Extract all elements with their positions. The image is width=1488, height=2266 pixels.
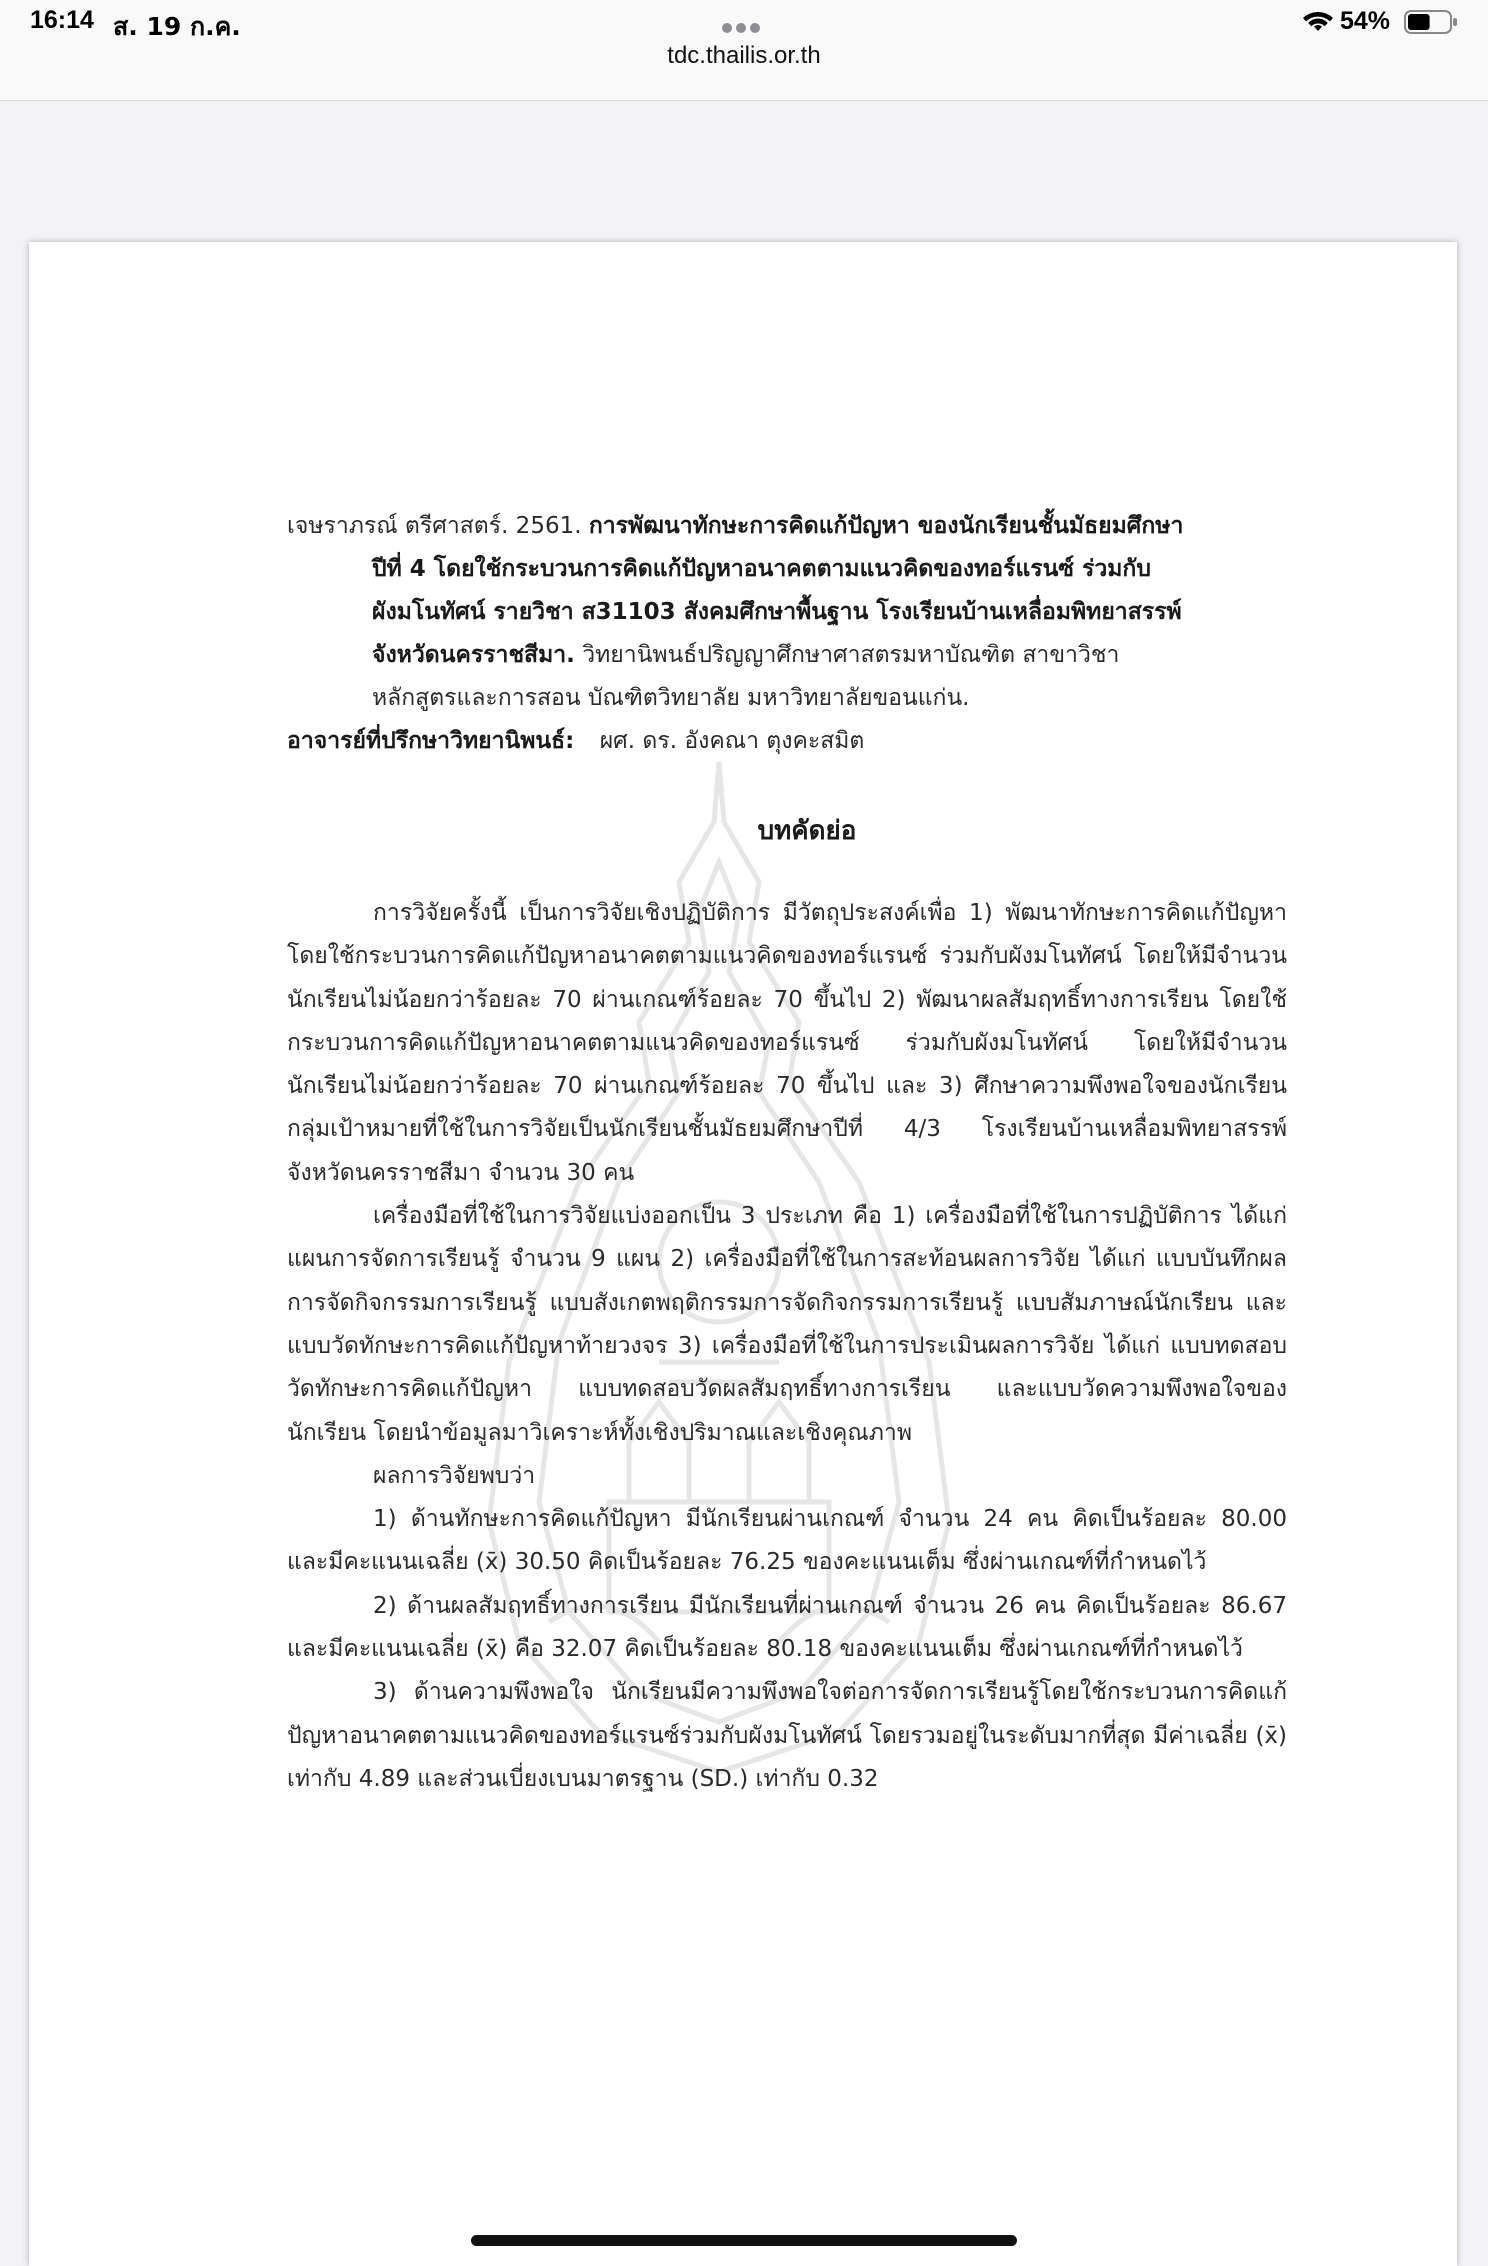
citation-line-4 [372, 634, 1119, 677]
abstract-result-2: 2) ด้านผลสัมฤทธิ์ทางการเรียน มีนักเรียนที่ผ่านเกณฑ์ จำนวน 26 คน คิดเป็นร้อยละ 86.67 และมีคะแนนเฉลี่ย (x̄) คือ 32.07 คิดเป็นร้อยละ 80.18 ของคะแนนเต็ม ซึ่งผ่านเกณฑ์ที่กำหนดไว้ [287, 1592, 1287, 1663]
advisor-label: อาจารย์ที่ปรึกษาวิทยานิพนธ์: [287, 728, 575, 754]
abstract-paragraph-objectives: การวิจัยครั้งนี้ เป็นการวิจัยเชิงปฏิบัติการ มีวัตถุประสงค์เพื่อ 1) พัฒนาทักษะการคิดแก้ปัญหา โดยใช้กระบวนการคิดแก้ปัญหาอนาคตตามแนวคิดของทอร์แรนซ์ ร่วมกับผังมโนทัศน์ โดยให้มีจำนวนนักเรียนไม่น้อยกว่าร้อยละ 70 ผ่านเกณฑ์ร้อยละ 70 ขึ้นไป 2) พัฒนาผลสัมฤทธิ์ทางการเรียน โดยใช้กระบวนการคิดแก้ปัญหาอนาคตตามแนวคิดของทอร์แรนซ์ ร่วมกับผังมโนทัศน์ โดยให้มีจำนวนนักเรียนไม่น้อยกว่าร้อยละ 70 ผ่านเกณฑ์ร้อยละ 70 ขึ้นไป และ 3) ศึกษาความพึงพอใจของนักเรียน กลุ่มเป้าหมายที่ใช้ในการวิจัยเป็นนักเรียนชั้นมัธยมศึกษาปีที่ 4/3 โรงเรียนบ้านเหลื่อมพิทยาสรรพ์ จังหวัดนครราชสีมา จำนวน 30 คน [287, 900, 1287, 1186]
advisor-name: ผศ. ดร. อังคณา ตุงคะสมิต [599, 728, 865, 754]
address-bar-url[interactable]: tdc.thailis.or.th [667, 42, 821, 69]
document-page [29, 242, 1457, 2266]
home-indicator[interactable] [471, 2235, 1017, 2246]
battery-percentage: 54% [1340, 7, 1391, 35]
status-date: ส. 19 ก.ค. [113, 12, 241, 41]
citation-degree: วิทยานิพนธ์ปริญญาศึกษาศาสตรมหาบัณฑิต สาขาวิชา [582, 642, 1120, 668]
status-time: 16:14 [30, 6, 94, 34]
multitask-dots-icon[interactable] [722, 18, 768, 28]
abstract-body [287, 892, 1287, 1801]
citation-line-3: ผังมโนทัศน์ รายวิชา ส31103 สังคมศึกษาพื้นฐาน โรงเรียนบ้านเหลื่อมพิทยาสรรพ์ [372, 599, 1182, 625]
citation-line-1 [287, 505, 1183, 548]
abstract-paragraph-results-intro: ผลการวิจัยพบว่า [373, 1462, 536, 1489]
citation-province: จังหวัดนครราชสีมา. [372, 642, 575, 668]
battery-icon [1404, 10, 1458, 34]
advisor-line [287, 720, 864, 763]
status-bar [0, 0, 1488, 101]
wifi-icon [1302, 9, 1334, 33]
citation-title-part-1: การพัฒนาทักษะการคิดแก้ปัญหา ของนักเรียนชั้นมัธยมศึกษา [588, 513, 1184, 539]
abstract-result-1: 1) ด้านทักษะการคิดแก้ปัญหา มีนักเรียนผ่านเกณฑ์ จำนวน 24 คน คิดเป็นร้อยละ 80.00 และมีคะแนนเฉลี่ย (x̄) 30.50 คิดเป็นร้อยละ 76.25 ของคะแนนเต็ม ซึ่งผ่านเกณฑ์ที่กำหนดไว้ [287, 1506, 1287, 1576]
citation-author-year: เจษราภรณ์ ตรีศาสตร์. 2561. [287, 513, 582, 539]
citation-line-5: หลักสูตรและการสอน บัณฑิตวิทยาลัย มหาวิทยาลัยขอนแก่น. [372, 685, 970, 711]
citation-line-2: ปีที่ 4 โดยใช้กระบวนการคิดแก้ปัญหาอนาคตตามแนวคิดของทอร์แรนซ์ ร่วมกับ [372, 556, 1151, 582]
abstract-paragraph-instruments: เครื่องมือที่ใช้ในการวิจัยแบ่งออกเป็น 3 ประเภท คือ 1) เครื่องมือที่ใช้ในการปฏิบัติการ ได้แก่ แผนการจัดการเรียนรู้ จำนวน 9 แผน 2) เครื่องมือที่ใช้ในการสะท้อนผลการวิจัย ได้แก่ แบบบันทึกผลการจัดกิจกรรมการเรียนรู้ แบบสังเกตพฤติกรรมการจัดกิจกรรมการเรียนรู้ แบบสัมภาษณ์นักเรียน และแบบวัดทักษะการคิดแก้ปัญหาท้ายวงจร 3) เครื่องมือที่ใช้ในการประเมินผลการวิจัย ได้แก่ แบบทดสอบวัดทักษะการคิดแก้ปัญหา แบบทดสอบวัดผลสัมฤทธิ์ทางการเรียน และแบบวัดความพึงพอใจของนักเรียน โดยนำข้อมูลมาวิเคราะห์ทั้งเชิงปริมาณและเชิงคุณภาพ [287, 1203, 1287, 1446]
abstract-result-3: 3) ด้านความพึงพอใจ นักเรียนมีความพึงพอใจต่อการจัดการเรียนรู้โดยใช้กระบวนการคิดแก้ปัญหาอนาคตตามแนวคิดของทอร์แรนซ์ร่วมกับผังมโนทัศน์ โดยรวมอยู่ในระดับมากที่สุด มีค่าเฉลี่ย (x̄) เท่ากับ 4.89 และส่วนเบี่ยงเบนมาตรฐาน (SD.) เท่ากับ 0.32 [287, 1679, 1287, 1792]
abstract-title: บทคัดย่อ [757, 816, 857, 846]
